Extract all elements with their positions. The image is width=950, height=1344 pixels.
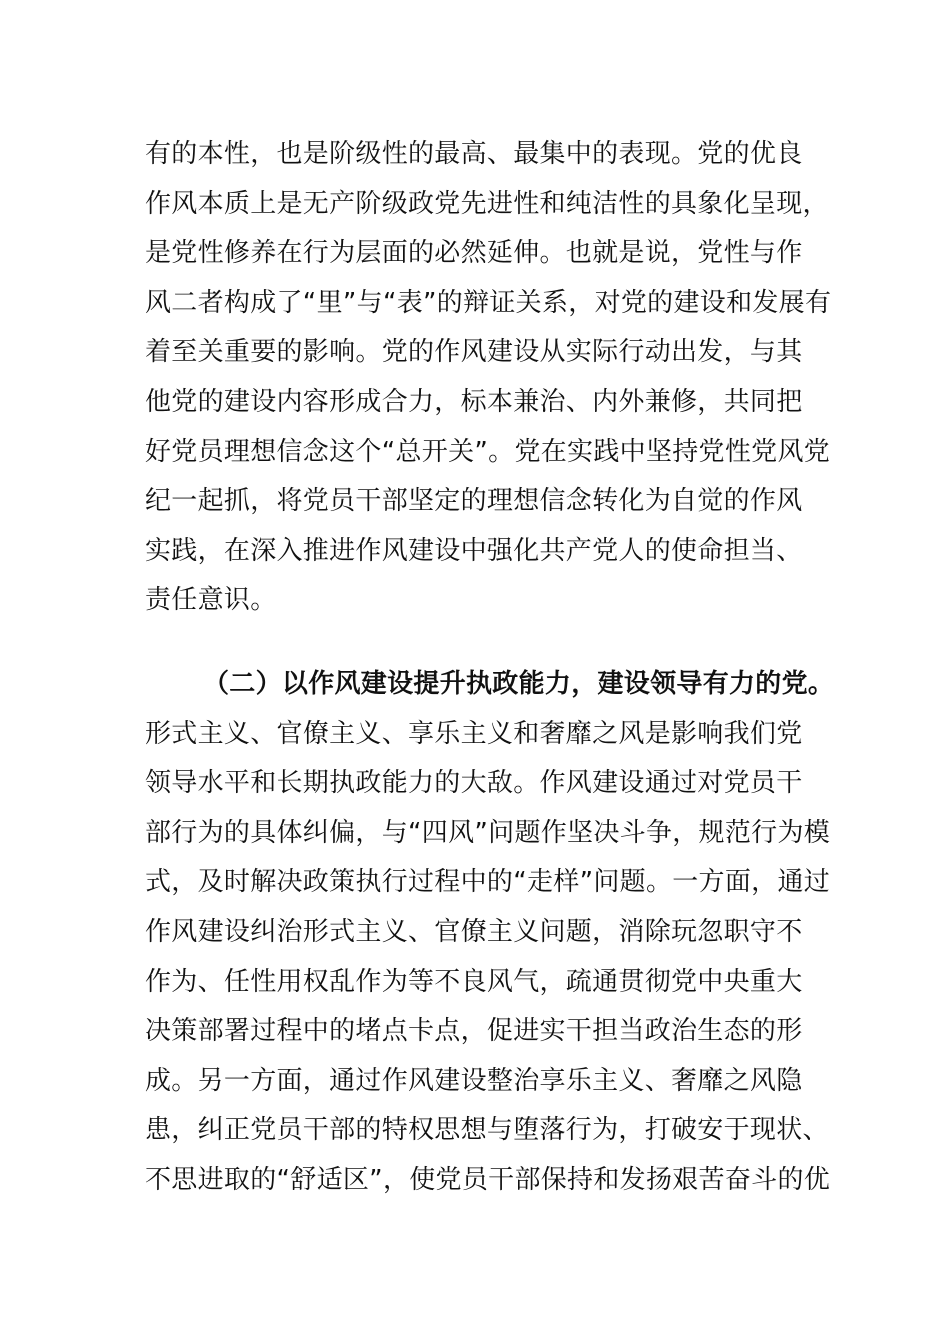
text-line: 有的本性，也是阶级性的最高、最集中的表现。党的优良 bbox=[145, 139, 803, 169]
text-line: 成。另一方面，通过作风建设整治享乐主义、奢靡之风隐 bbox=[145, 1065, 803, 1096]
text-line: 责任意识。 bbox=[145, 585, 277, 616]
text-line: 风二者构成了“里”与“表”的辩证关系，对党的建设和发展有 bbox=[145, 287, 832, 318]
text-line: 作风建设纠治形式主义、官僚主义问题，消除玩忽职守不 bbox=[145, 916, 803, 947]
text-line: 决策部署过程中的堵点卡点，促进实干担当政治生态的形 bbox=[145, 1016, 803, 1047]
text-line: 是党性修养在行为层面的必然延伸。也就是说，党性与作 bbox=[145, 238, 803, 269]
text-line: 部行为的具体纠偏，与“四风”问题作坚决斗争，规范行为模 bbox=[145, 817, 831, 848]
paragraph-2 bbox=[145, 660, 835, 1206]
text-line: 领导水平和长期执政能力的大敌。作风建设通过对党员干 bbox=[145, 768, 803, 799]
paragraph-1 bbox=[145, 130, 832, 626]
text-line: 实践，在深入推进作风建设中强化共产党人的使命担当、 bbox=[145, 535, 803, 566]
text-line: 作为、任性用权乱作为等不良风气，疏通贯彻党中央重大 bbox=[145, 966, 803, 997]
text-line: 好党员理想信念这个“总开关”。党在实践中坚持党性党风党 bbox=[145, 436, 831, 467]
text-line: 他党的建设内容形成合力，标本兼治、内外兼修，共同把 bbox=[145, 386, 803, 417]
section-heading: （二）以作风建设提升执政能力，建设领导有力的党。 bbox=[203, 669, 835, 699]
text-line: 形式主义、官僚主义、享乐主义和奢靡之风是影响我们党 bbox=[145, 718, 803, 749]
text-line: 式，及时解决政策执行过程中的“走样”问题。一方面，通过 bbox=[145, 867, 831, 898]
text-line: 患，纠正党员干部的特权思想与堕落行为，打破安于现状、 bbox=[145, 1115, 829, 1146]
text-line: 着至关重要的影响。党的作风建设从实际行动出发，与其 bbox=[145, 337, 803, 368]
text-line: 作风本质上是无产阶级政党先进性和纯洁性的具象化呈现， bbox=[145, 188, 829, 219]
text-line: 不思进取的“舒适区”，使党员干部保持和发扬艰苦奋斗的优 bbox=[145, 1164, 831, 1195]
text-line: 纪一起抓，将党员干部坚定的理想信念转化为自觉的作风 bbox=[145, 486, 803, 517]
